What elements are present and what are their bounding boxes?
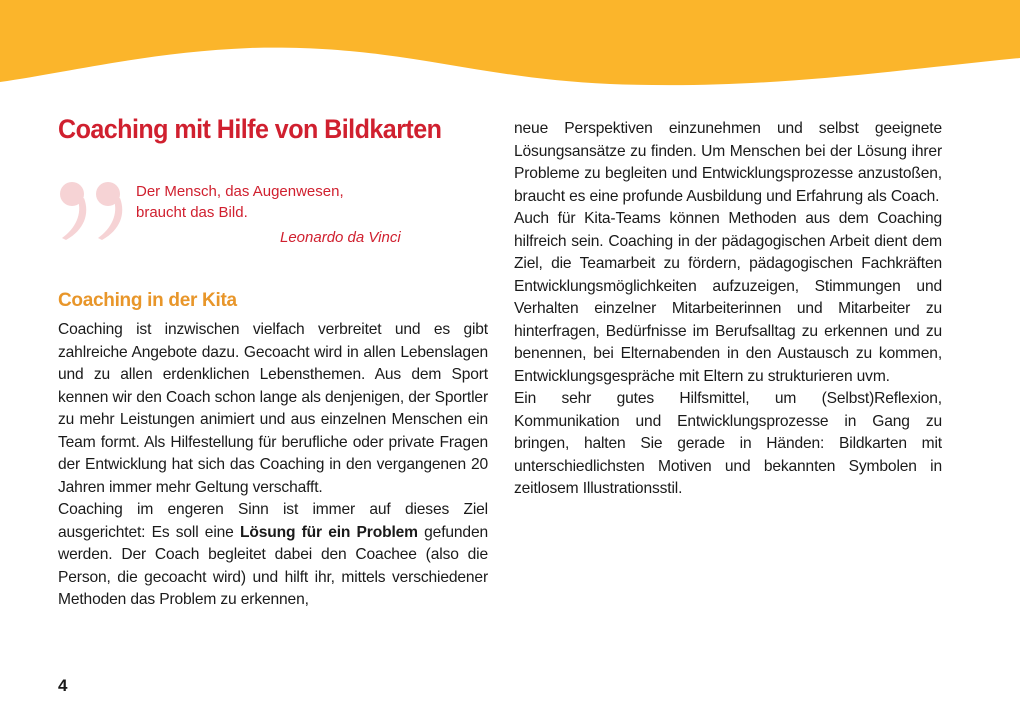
quotation-mark-icon: [56, 180, 128, 240]
paragraph: Auch für Kita-Teams können Methoden aus dem Coaching hilfreich sein. Coaching in der pädagogischen Arbeit dient dem Ziel, die Teamarbeit zu fördern, pädagogischen Fachkräften Entwicklungsmöglichkeiten aufzuzeigen, Stimmungen und Verhalten einzelner Mitarbeiterinnen und Mitarbeiter zu hinterfragen, Bedürfnisse im Berufsalltag zu erkennen und zu benennen, bei Elternabenden in den Austausch zu kommen, Entwicklungsgespräche mit Eltern zu strukturieren uvm.: [514, 210, 942, 385]
quote-author: Leonardo da Vinci: [280, 229, 401, 246]
quote-line-2: braucht das Bild.: [136, 204, 248, 221]
quote-text: [136, 181, 396, 223]
paragraph-text: gefunden werden. Der Coach begleitet dabei den Coachee (also die Person, die gecoacht wird) und hilft ihr, mittels verschiedener Methoden das Problem zu erkennen,: [58, 523, 488, 608]
paragraph-text: Coaching im engeren Sinn ist immer auf dieses Ziel ausgerichtet: Es soll eine: [58, 501, 488, 541]
section-heading: Coaching in der Kita: [58, 290, 237, 311]
header-wave-banner: [0, 0, 1020, 100]
paragraph: [58, 499, 488, 612]
left-text-column: [58, 319, 488, 612]
right-text-column: [514, 118, 942, 501]
page-number: 4: [58, 676, 68, 695]
paragraph: neue Perspektiven einzunehmen und selbst geeignete Lösungsansätze zu finden. Um Menschen bei der Lösung ihrer Probleme zu begleiten und Entwicklungsprozesse anzustoßen, braucht es eine profunde Ausbildung und Erfahrung als Coach.: [514, 120, 942, 205]
paragraph: Ein sehr gutes Hilfsmittel, um (Selbst)Reflexion, Kommunikation und Entwicklungsprozesse in Gang zu bringen, halten Sie gerade in Händen: Bildkarten mit unterschiedlichsten Motiven und bekannten Symbolen in zeitlosem Illustrationsstil.: [514, 390, 942, 497]
quote-line-1: Der Mensch, das Augenwesen,: [136, 183, 344, 200]
page-title: Coaching mit Hilfe von Bildkarten: [58, 114, 442, 144]
paragraph: Coaching ist inzwischen vielfach verbreitet und es gibt zahlreiche Angebote dazu. Gecoacht wird in allen Lebenslagen und zu allen erdenklichen Lebensthemen. Aus dem Sport kennen wir den Coach schon lange als denjenigen, der Sportler zu mehr Leistungen animiert und aus einzelnen Menschen ein Team formt. Als Hilfestellung für berufliche oder private Fragen der Entwicklung hat sich das Coaching in den vergangenen 20 Jahren immer mehr Geltung verschafft.: [58, 321, 488, 496]
emphasis-text: Lösung für ein Problem: [239, 523, 418, 541]
